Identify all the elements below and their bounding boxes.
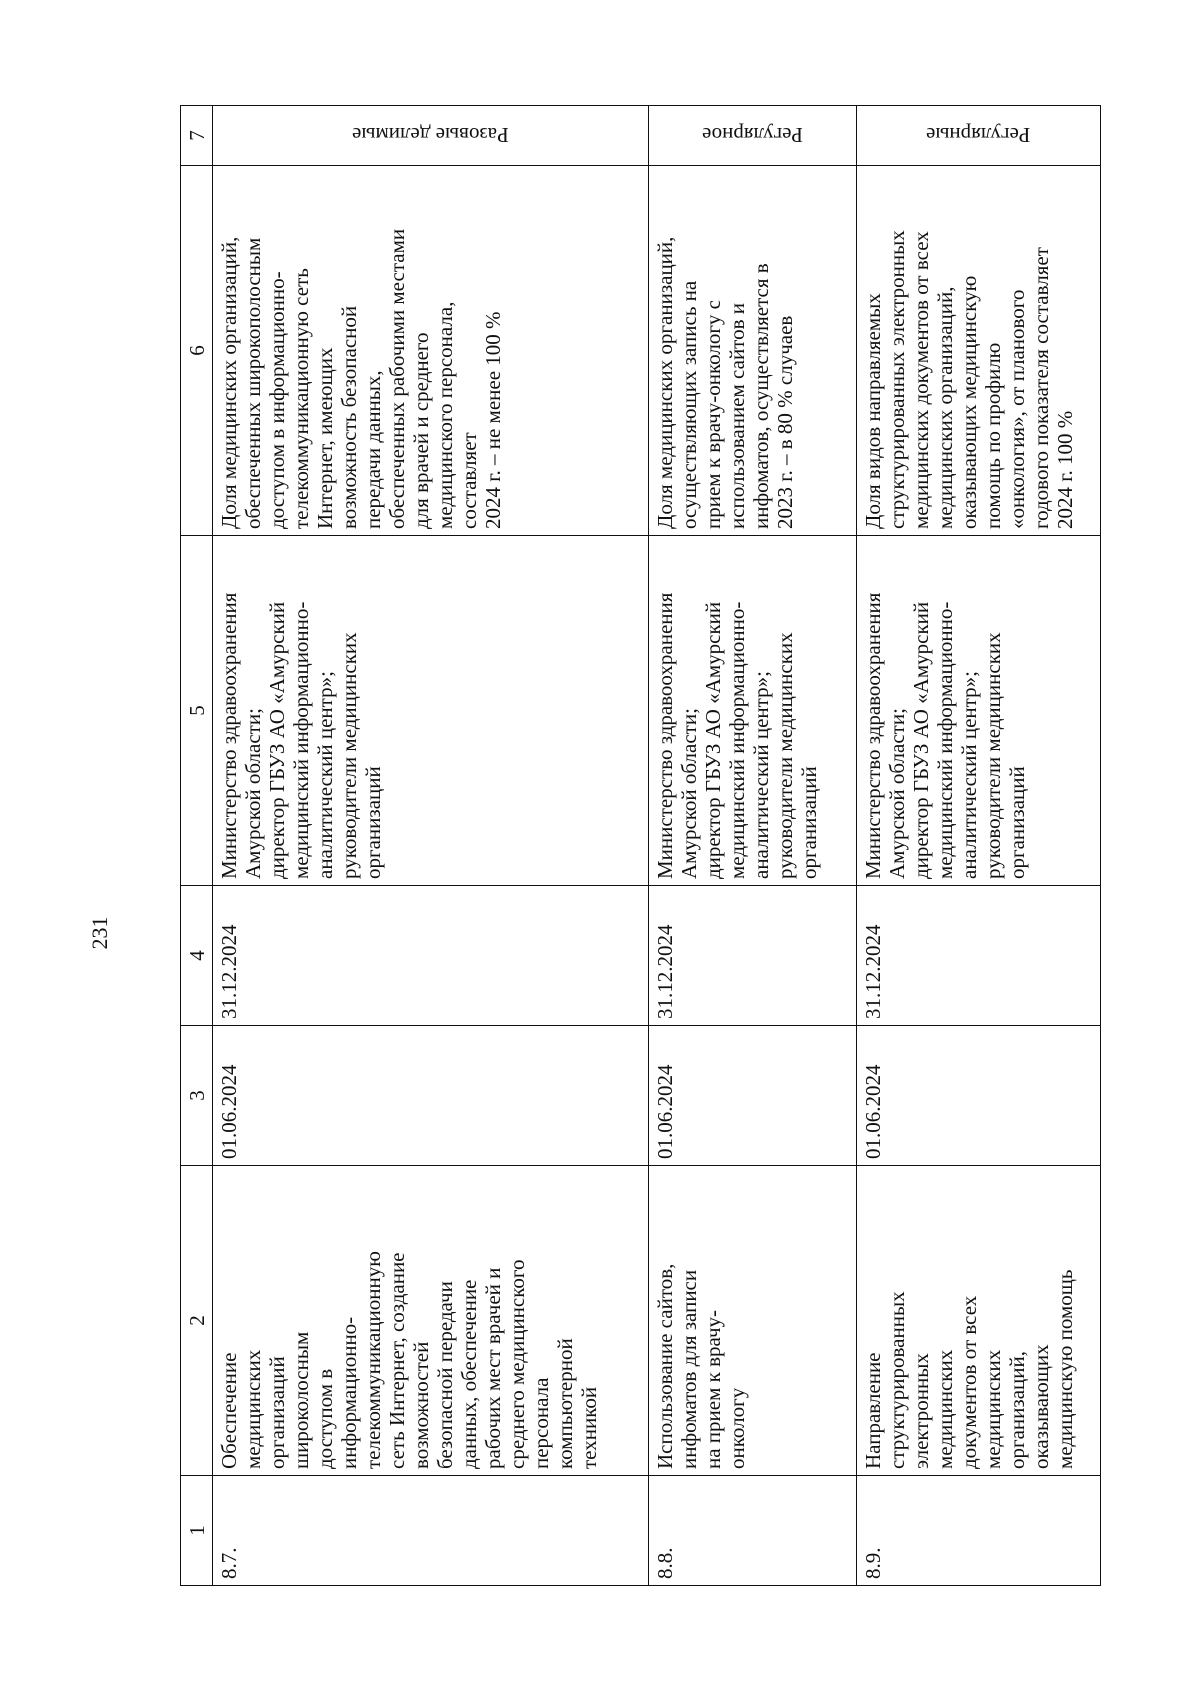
type-cell [649,106,857,166]
row-number-cell: 8.7. [213,1476,649,1586]
activities-table [180,105,1101,1586]
header-cell: 5 [181,536,213,886]
activity-name-cell: Использование сайтов, инфоматов для записи на прием к врачу- онкологу [649,1166,857,1476]
header-cell: 3 [181,1026,213,1166]
page-number: 231 [87,916,112,950]
table-row [857,106,1101,1586]
indicator-cell: Доля медицинских организаций, осуществляющих запись на прием к врачу-онкологу с использованием сайтов и инфоматов, осуществляется в 2023 г. – в 80 % случаев [649,166,857,536]
table-header-row [181,106,213,1586]
responsible-cell: Министерство здравоохранения Амурской области; директор ГБУЗ АО «Амурский медицинский информационно- аналитический центр»; руководители медицинских организаций [649,536,857,886]
table-row [649,106,857,1586]
end-date-cell: 31.12.2024 [649,886,857,1026]
rotated-table-container [180,106,1100,1586]
header-cell: 4 [181,886,213,1026]
type-cell [213,106,649,166]
type-text: Разовые делимые [352,123,509,148]
start-date-cell: 01.06.2024 [213,1026,649,1166]
header-cell: 6 [181,166,213,536]
start-date-cell: 01.06.2024 [857,1026,1101,1166]
header-cell: 2 [181,1166,213,1476]
end-date-cell: 31.12.2024 [213,886,649,1026]
header-cell: 7 [181,106,213,166]
activity-name-cell: Направление структурированных электронных медицинских документов от всех медицинских организаций, оказывающих медицинскую помощь [857,1166,1101,1476]
indicator-cell: Доля видов направляемых структурированных электронных медицинских документов от всех медицинских организаций, оказывающих медицинскую помощь по профилю «онкология», от планового годового показателя составляет 2024 г. 100 % [857,166,1101,536]
type-cell [857,106,1101,166]
header-cell: 1 [181,1476,213,1586]
row-number-cell: 8.8. [649,1476,857,1586]
end-date-cell: 31.12.2024 [857,886,1101,1026]
table-row [213,106,649,1586]
type-text: Регулярное [702,123,803,148]
activity-name-cell: Обеспечение медицинских организаций широколосным доступом в информационно- телекоммуникационную сеть Интернет, создание возможностей безопасной передачи данных, обеспечение рабочих мест врачей и среднего медицинского персонала компьютерной техникой [213,1166,649,1476]
responsible-cell: Министерство здравоохранения Амурской области; директор ГБУЗ АО «Амурский медицинский информационно- аналитический центр»; руководители медицинских организаций [213,536,649,886]
indicator-cell: Доля медицинских организаций, обеспеченных широкополосным доступом в информационно- телекоммуникационную сеть Интернет, имеющих возможность безопасной передачи данных, обеспеченных рабочими местами для врачей и среднего медицинского персонала, составляет 2024 г. – не менее 100 % [213,166,649,536]
responsible-cell: Министерство здравоохранения Амурской области; директор ГБУЗ АО «Амурский медицинский информационно- аналитический центр»; руководители медицинских организаций [857,536,1101,886]
start-date-cell: 01.06.2024 [649,1026,857,1166]
type-text: Регулярные [926,123,1031,148]
row-number-cell: 8.9. [857,1476,1101,1586]
